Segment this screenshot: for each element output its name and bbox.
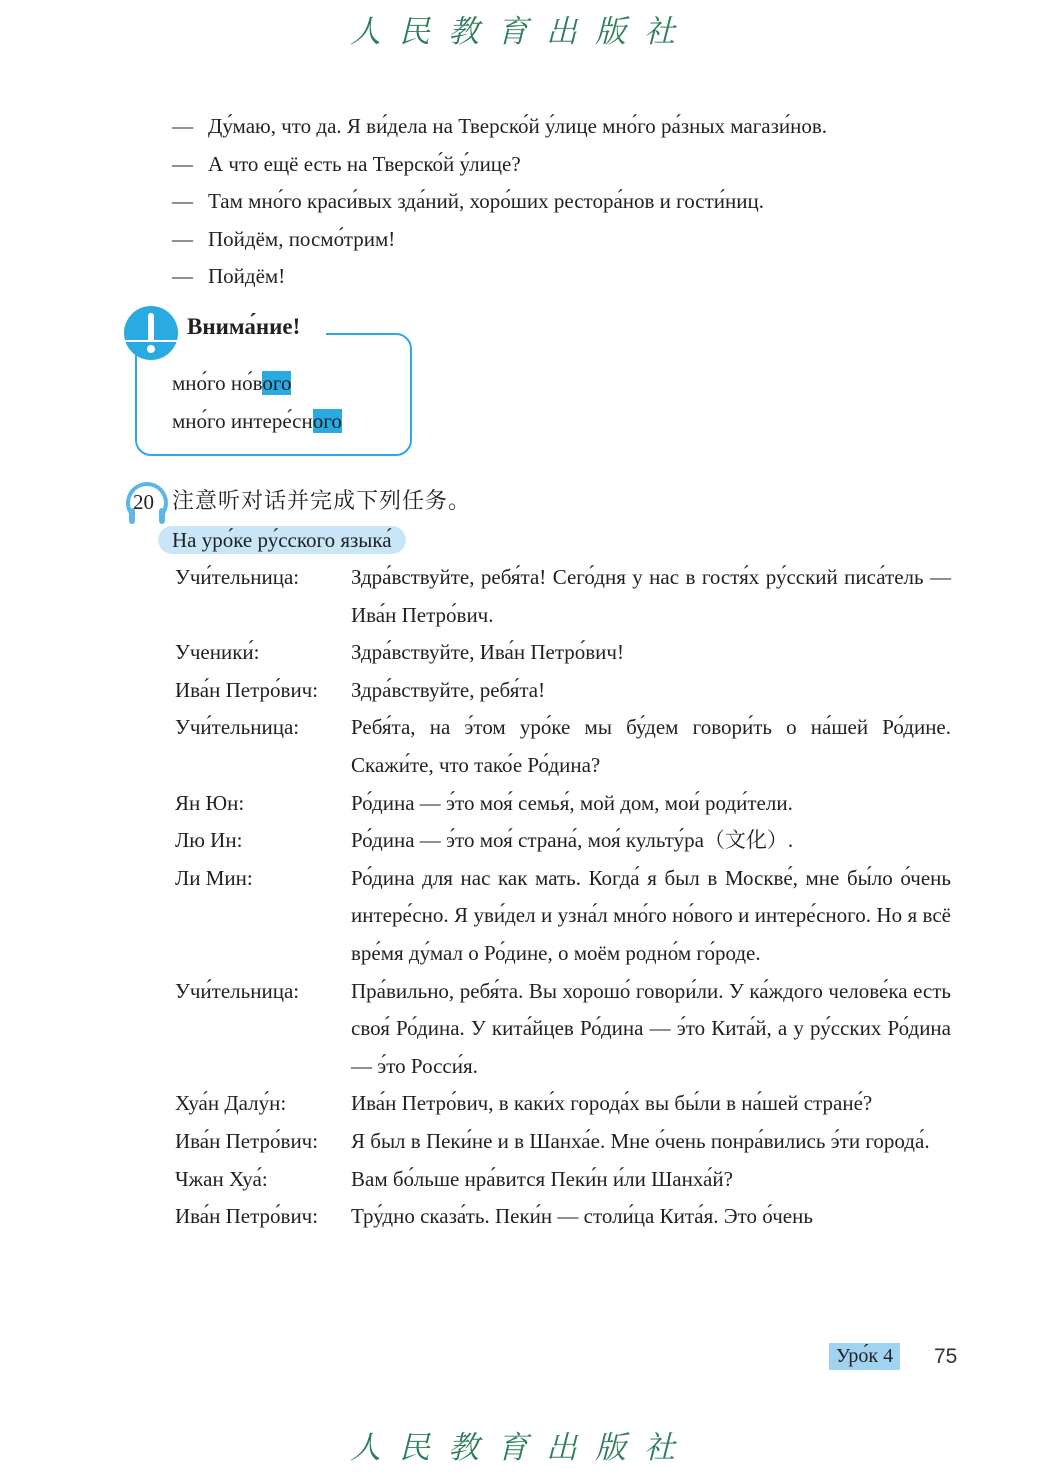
dialogue-line [172,146,827,184]
exercise-task: 注意听对话并完成下列任务。 [172,489,472,514]
dash-marker: — [172,226,193,251]
highlighted-ending: ого [312,409,342,433]
attention-examples [172,364,342,440]
utterance: Тру́дно сказа́ть. Пеки́н — столи́ца Кита́я. Это о́чень [351,1204,813,1229]
utterance: Ро́дина — э́то моя́ страна́, моя́ культу́ра（文化）. [351,828,794,853]
dialogue-turn [175,672,951,710]
dialogue-turn [175,709,951,784]
utterance: Вам бо́льше нра́вится Пеки́н и́ли Шанха́й? [351,1166,733,1191]
dialogue-text: Ду́маю, что да. Я ви́дела на Тверско́й у́лице мно́го ра́зных магази́нов. [208,114,828,138]
highlighted-ending: ого [262,371,292,395]
example-stem: мно́го но́в [172,371,263,395]
dialogue-turn [175,973,951,1086]
dialogue-title: На уро́ке ру́сского языка́ [158,526,406,554]
speaker-name: Хуа́н Далу́н: [175,1091,287,1116]
page-number: 75 [934,1345,958,1368]
speaker-name: Чжан Хуа́: [175,1166,268,1191]
dialogue-turn [175,634,951,672]
dialogue-turn [175,860,951,973]
dialogue-line [172,108,827,146]
speaker-name: Ян Юн: [175,790,245,815]
dash-marker: — [172,114,193,138]
lesson-badge: Уро́к 4 [829,1343,900,1370]
speaker-name: Лю Ин: [175,828,243,853]
dialogue-turn [175,822,951,860]
dialogue-turn [175,559,951,634]
dash-marker: — [172,151,193,176]
dialogue-turn [175,1161,951,1199]
speaker-name: Ива́н Петро́вич: [175,677,319,702]
dialogue-turn [175,785,951,823]
dash-marker: — [172,264,193,289]
utterance: Ро́дина — э́то моя́ семья́, мой дом, мои́ роди́тели. [351,790,793,815]
dialogue-turn [175,1085,951,1123]
utterance: Здра́вствуйте, ребя́та! [351,677,546,702]
dialogue-text: А что ещё есть на Тверско́й у́лице? [208,151,521,176]
utterance: Здра́вствуйте, ребя́та! Сего́дня у нас в гостя́х ру́сский писа́тель — Ива́н Петро́вич. [351,565,951,627]
dialogue-text: Пойдём! [208,264,286,289]
dialogue-text: Пойдём, посмо́трим! [208,226,396,251]
exercise-number: 20 [133,490,154,514]
speaker-name: Учи́тельница: [175,715,300,740]
speaker-name: Ива́н Петро́вич: [175,1204,319,1229]
attention-example [172,364,342,402]
dialogue-line [172,258,827,296]
speaker-name: Учи́тельница: [175,565,300,589]
utterance: Ива́н Петро́вич, в каки́х города́х вы бы́ли в на́шей стране́? [351,1091,873,1116]
speaker-name: Ли Мин: [175,865,253,890]
utterance: Здра́вствуйте, Ива́н Петро́вич! [351,640,624,665]
dialogue-turn [175,1123,951,1161]
attention-example [172,402,342,440]
utterance: Я был в Пеки́не и в Шанха́е. Мне о́чень понра́вились э́ти города́. [351,1128,930,1153]
dash-marker: — [172,189,193,214]
publisher-logo-bottom: 人民教育出版社 [350,1430,693,1466]
utterance: Пра́вильно, ребя́та. Вы хорошо́ говори́ли. У ка́ждого челове́ка есть своя́ Ро́дина. У кита́йцев Ро́дина — э́то Кита́й, а у ру́сских Ро́дина — э́то Росси́я. [351,978,951,1078]
dialogue-turn [175,1198,951,1236]
exclamation-icon [124,306,178,360]
speaker-name: Учи́тельница: [175,978,300,1003]
publisher-logo-top: 人民教育出版社 [350,14,693,50]
dialogue-line [172,183,827,221]
utterance: Ребя́та, на э́том уро́ке мы бу́дем говори́ть о на́шей Ро́дине. Скажи́те, что тако́е Ро́дина? [351,715,951,777]
dialogue [175,559,951,1236]
intro-dialogue [172,108,827,296]
speaker-name: Ива́н Петро́вич: [175,1128,319,1153]
speaker-name: Ученики́: [175,640,260,665]
dialogue-text: Там мно́го краси́вых зда́ний, хоро́ших рестора́нов и гости́ниц. [208,189,764,214]
utterance: Ро́дина для нас как мать. Когда́ я был в Москве́, мне бы́ло о́чень интере́сно. Я уви́дел и узна́л мно́го но́вого и интере́сного. Но я всё вре́мя ду́мал о Ро́дине, о моём родно́м го́роде. [351,865,951,965]
attention-title: Внима́ние! [187,314,301,339]
example-stem: мно́го интере́сн [172,409,313,433]
dialogue-line [172,221,827,259]
